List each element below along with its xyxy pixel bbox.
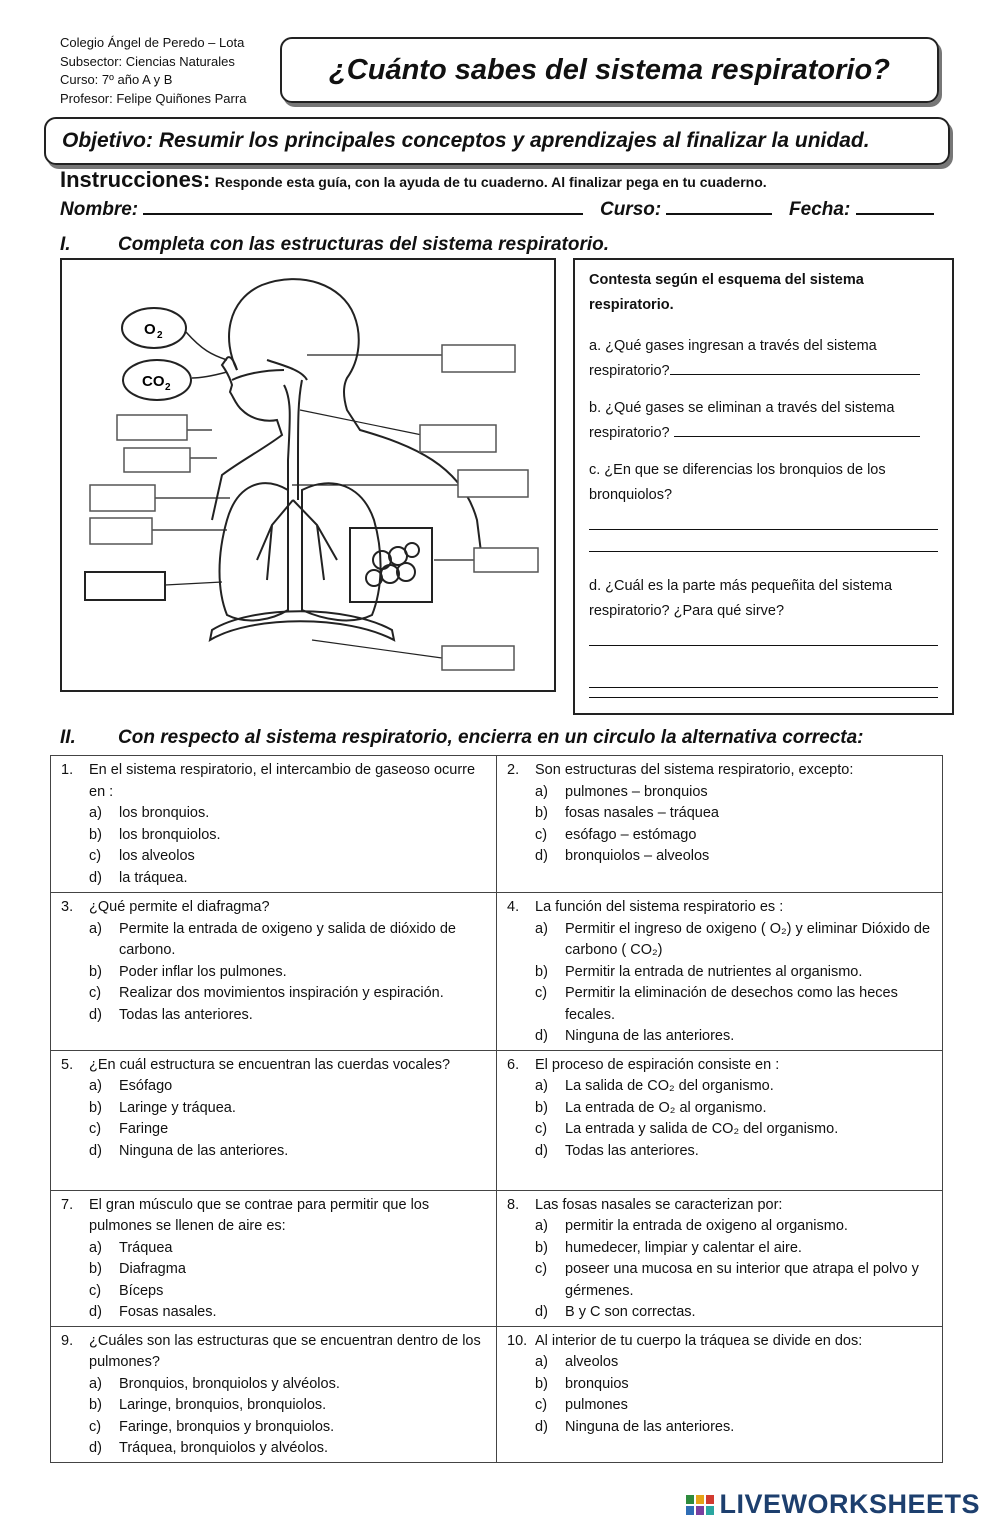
section-1-number: I. (60, 234, 71, 255)
mc-cell-8 (497, 1190, 943, 1326)
mc-item-5 (61, 1055, 486, 1163)
q4-option-b[interactable]: b) Permitir la entrada de nutrientes al organismo. (535, 963, 863, 980)
mc-row (51, 1326, 943, 1462)
q9-option-c[interactable]: c) Faringe, bronquios y bronquiolos. (89, 1418, 335, 1435)
name-field[interactable] (143, 197, 583, 215)
title-box (280, 37, 939, 103)
student-fields (60, 197, 934, 221)
right-lung (302, 483, 381, 620)
co2-sub: 2 (165, 382, 171, 393)
brand-name: LIVEWORKSHEETS (719, 1489, 980, 1519)
q1-option-a[interactable]: a) los bronquios. (89, 805, 210, 821)
question-a-text: a. ¿Qué gases ingresan a través del sistema respiratorio? (589, 338, 877, 379)
answer-d-line-3[interactable] (589, 688, 938, 698)
objective-text: Objetivo: Resumir los principales conceptos y aprendizajes al finalizar la unidad. (62, 129, 870, 152)
q5-option-d[interactable]: d) Ninguna de las anteriores. (89, 1142, 289, 1159)
q1-option-b[interactable]: b) los bronquiolos. (89, 826, 221, 843)
mc-cell-5 (51, 1050, 497, 1190)
liveworksheets-brand (685, 1489, 980, 1520)
section-1-heading (60, 234, 609, 256)
q7-option-b[interactable]: b) Diafragma (89, 1261, 186, 1277)
question-b (589, 396, 938, 446)
o2-text: O (144, 321, 156, 338)
q9-option-d[interactable]: d) Tráquea, bronquiolos y alvéolos. (89, 1440, 329, 1456)
mc-cell-3 (51, 893, 497, 1051)
q2-option-a[interactable]: a) pulmones – bronquios (535, 783, 708, 800)
q9-option-a[interactable]: a) Bronquios, bronquiolos y alvéolos. (89, 1375, 340, 1392)
q8-text: Las fosas nasales se caracterizan por: (535, 1196, 783, 1213)
question-d-text: d. ¿Cuál es la parte más pequeñita del sistema respiratorio? ¿Para qué sirve? (589, 578, 893, 619)
label-box-3 (458, 470, 528, 497)
mc-row (51, 893, 943, 1051)
q8-option-d[interactable]: d) B y C son correctas. (535, 1304, 696, 1320)
q5-option-b[interactable]: b) Laringe y tráquea. (89, 1099, 236, 1116)
q8-number: 8. (507, 1196, 520, 1213)
teacher-line: Profesor: Felipe Quiñones Parra (60, 90, 247, 106)
multiple-choice-table (50, 755, 943, 1463)
q7-option-c[interactable]: c) Bíceps (89, 1282, 164, 1299)
q8-option-b[interactable]: b) humedecer, limpiar y calentar el aire. (535, 1239, 802, 1256)
page-title: ¿Cuánto sabes del sistema respiratorio? (329, 53, 890, 86)
q8-option-a[interactable]: a) permitir la entrada de oxigeno al organismo. (535, 1218, 848, 1234)
mc-item-2 (507, 760, 932, 868)
q1-option-d[interactable]: d) la tráquea. (89, 869, 188, 886)
course-field[interactable] (666, 197, 772, 215)
q1-option-c[interactable]: c) los alveolos (89, 848, 195, 864)
mc-row (51, 756, 943, 893)
arrow-in-icon (186, 332, 227, 360)
answer-d-line-1[interactable] (589, 624, 938, 646)
q3-option-a[interactable]: a) Permite la entrada de oxigeno y salida de dióxido de carbono. (89, 920, 456, 958)
answer-a-field[interactable] (670, 361, 920, 375)
mc-item-7 (61, 1195, 486, 1324)
mc-item-10 (507, 1331, 932, 1439)
mc-cell-10 (497, 1326, 943, 1462)
q2-number: 2. (507, 762, 520, 778)
answer-d-line-2[interactable] (589, 646, 938, 688)
label-box-6 (117, 415, 187, 440)
q3-option-b[interactable]: b) Poder inflar los pulmones. (89, 963, 287, 980)
q10-option-b[interactable]: b) bronquios (535, 1375, 629, 1392)
name-label: Nombre: (60, 199, 139, 220)
mc-item-6 (507, 1055, 932, 1163)
q10-option-c[interactable]: c) pulmones (535, 1397, 628, 1413)
liveworksheets-logo-icon (685, 1494, 715, 1516)
q5-number: 5. (61, 1056, 74, 1073)
question-d (589, 574, 938, 698)
q4-text: La función del sistema respiratorio es : (535, 899, 784, 915)
question-c (589, 458, 938, 552)
objective-box (44, 117, 950, 165)
questions-heading: Contesta según el esquema del sistema respiratorio. (589, 272, 864, 313)
mc-row (51, 1190, 943, 1326)
mc-cell-9 (51, 1326, 497, 1462)
label-box-7 (124, 448, 190, 472)
label-box-4 (474, 548, 538, 572)
diaphragm (210, 611, 394, 640)
q2-option-c[interactable]: c) esófago – estómago (535, 826, 697, 843)
answer-b-field[interactable] (674, 423, 920, 437)
q3-option-c[interactable]: c) Realizar dos movimientos inspiración y espiración. (89, 985, 444, 1001)
q6-option-a[interactable]: a) La salida de CO₂ del organismo. (535, 1078, 774, 1094)
q5-option-c[interactable]: c) Faringe (89, 1121, 169, 1137)
label-box-5 (442, 646, 514, 670)
q3-option-d[interactable]: d) Todas las anteriores. (89, 1006, 253, 1023)
instructions-text: Responde esta guía, con la ayuda de tu cuaderno. Al finalizar pega en tu cuaderno. (214, 174, 767, 190)
q9-text: ¿Cuáles son las estructuras que se encuentran dentro de los pulmones? (89, 1332, 481, 1370)
section-2-heading (60, 727, 864, 749)
q6-option-d[interactable]: d) Todas las anteriores. (535, 1142, 699, 1159)
mc-item-3 (61, 897, 486, 1026)
q1-text: En el sistema respiratorio, el intercambio de gaseoso ocurre en : (89, 762, 476, 800)
q10-text: Al interior de tu cuerpo la tráquea se divide en dos: (535, 1332, 863, 1349)
co2-text: CO (142, 373, 165, 390)
questions-box (573, 258, 954, 715)
q7-number: 7. (61, 1196, 74, 1213)
answer-c-line-1[interactable] (589, 508, 938, 530)
mc-item-4 (507, 897, 932, 1048)
mc-cell-7 (51, 1190, 497, 1326)
mc-cell-6 (497, 1050, 943, 1190)
q10-number: 10. (507, 1332, 528, 1349)
q6-option-b[interactable]: b) La entrada de O₂ al organismo. (535, 1099, 767, 1116)
q10-option-a[interactable]: a) alveolos (535, 1354, 619, 1370)
q9-number: 9. (61, 1332, 74, 1349)
label-box-8 (90, 485, 155, 511)
q4-option-a[interactable]: a) Permitir el ingreso de oxigeno ( O₂) y eliminar Dióxido de carbono ( CO₂) (535, 920, 931, 958)
q7-text: El gran músculo que se contrae para permitir que los pulmones se llenen de aire es: (89, 1196, 430, 1234)
mc-row (51, 1050, 943, 1190)
q1-number: 1. (61, 762, 74, 778)
question-b-text: b. ¿Qué gases se eliminan a través del sistema respiratorio? (589, 400, 895, 441)
q9-option-b[interactable]: b) Laringe, bronquios, bronquiolos. (89, 1397, 327, 1413)
q4-number: 4. (507, 899, 520, 915)
q4-option-c[interactable]: c) Permitir la eliminación de desechos como las heces fecales. (535, 985, 898, 1023)
q2-option-d[interactable]: d) bronquiolos – alveolos (535, 848, 710, 864)
subject-line: Subsector: Ciencias Naturales (60, 53, 235, 69)
q7-option-a[interactable]: a) Tráquea (89, 1239, 173, 1256)
section-2-number: II. (60, 727, 76, 748)
q5-option-a[interactable]: a) Esófago (89, 1078, 173, 1094)
respiratory-diagram (60, 258, 556, 692)
course-line: Curso: 7º año A y B (60, 72, 173, 87)
school-name: Colegio Ángel de Peredo – Lota (60, 35, 245, 50)
q6-text: El proceso de espiración consiste en : (535, 1056, 780, 1073)
instructions-label: Instrucciones: (60, 167, 211, 192)
label-box-1 (442, 345, 515, 372)
course-label: Curso: (599, 199, 662, 220)
question-a (589, 334, 938, 384)
instructions (60, 167, 767, 193)
mc-item-9 (61, 1331, 486, 1460)
answer-c-line-2[interactable] (589, 530, 938, 552)
section-2-title: Con respecto al sistema respiratorio, encierra en un circulo la alternativa correcta: (118, 727, 864, 748)
section-1-title: Completa con las estructuras del sistema respiratorio. (118, 234, 610, 255)
trachea (284, 380, 302, 500)
label-box-10 (85, 572, 165, 600)
question-c-text: c. ¿En que se diferencias los bronquios de los bronquiolos? (589, 462, 886, 503)
q10-option-d[interactable]: d) Ninguna de las anteriores. (535, 1418, 735, 1435)
q3-number: 3. (61, 899, 74, 915)
q6-number: 6. (507, 1056, 520, 1073)
mc-item-1 (61, 760, 486, 889)
q2-text: Son estructuras del sistema respiratorio, excepto: (535, 762, 854, 778)
q2-option-b[interactable]: b) fosas nasales – tráquea (535, 805, 719, 821)
q7-option-d[interactable]: d) Fosas nasales. (89, 1304, 217, 1320)
date-label: Fecha: (789, 199, 851, 220)
o2-sub: 2 (157, 330, 163, 341)
arrow-out-icon (192, 372, 227, 378)
q6-option-c[interactable]: c) La entrada y salida de CO₂ del organismo. (535, 1121, 839, 1137)
date-field[interactable] (856, 197, 934, 215)
mc-cell-4 (497, 893, 943, 1051)
q4-option-d[interactable]: d) Ninguna de las anteriores. (535, 1028, 735, 1044)
q8-option-c[interactable]: c) poseer una mucosa en su interior que atrapa el polvo y gérmenes. (535, 1261, 919, 1299)
mc-item-8 (507, 1195, 932, 1324)
label-box-2 (420, 425, 496, 452)
body-outline (229, 279, 482, 560)
mc-cell-1 (51, 756, 497, 893)
left-lung (220, 483, 289, 620)
q3-text: ¿Qué permite el diafragma? (89, 899, 270, 915)
school-info (60, 34, 246, 108)
respiratory-illustration (62, 260, 558, 694)
mc-cell-2 (497, 756, 943, 893)
label-box-9 (90, 518, 152, 544)
q5-text: ¿En cuál estructura se encuentran las cuerdas vocales? (89, 1056, 451, 1073)
